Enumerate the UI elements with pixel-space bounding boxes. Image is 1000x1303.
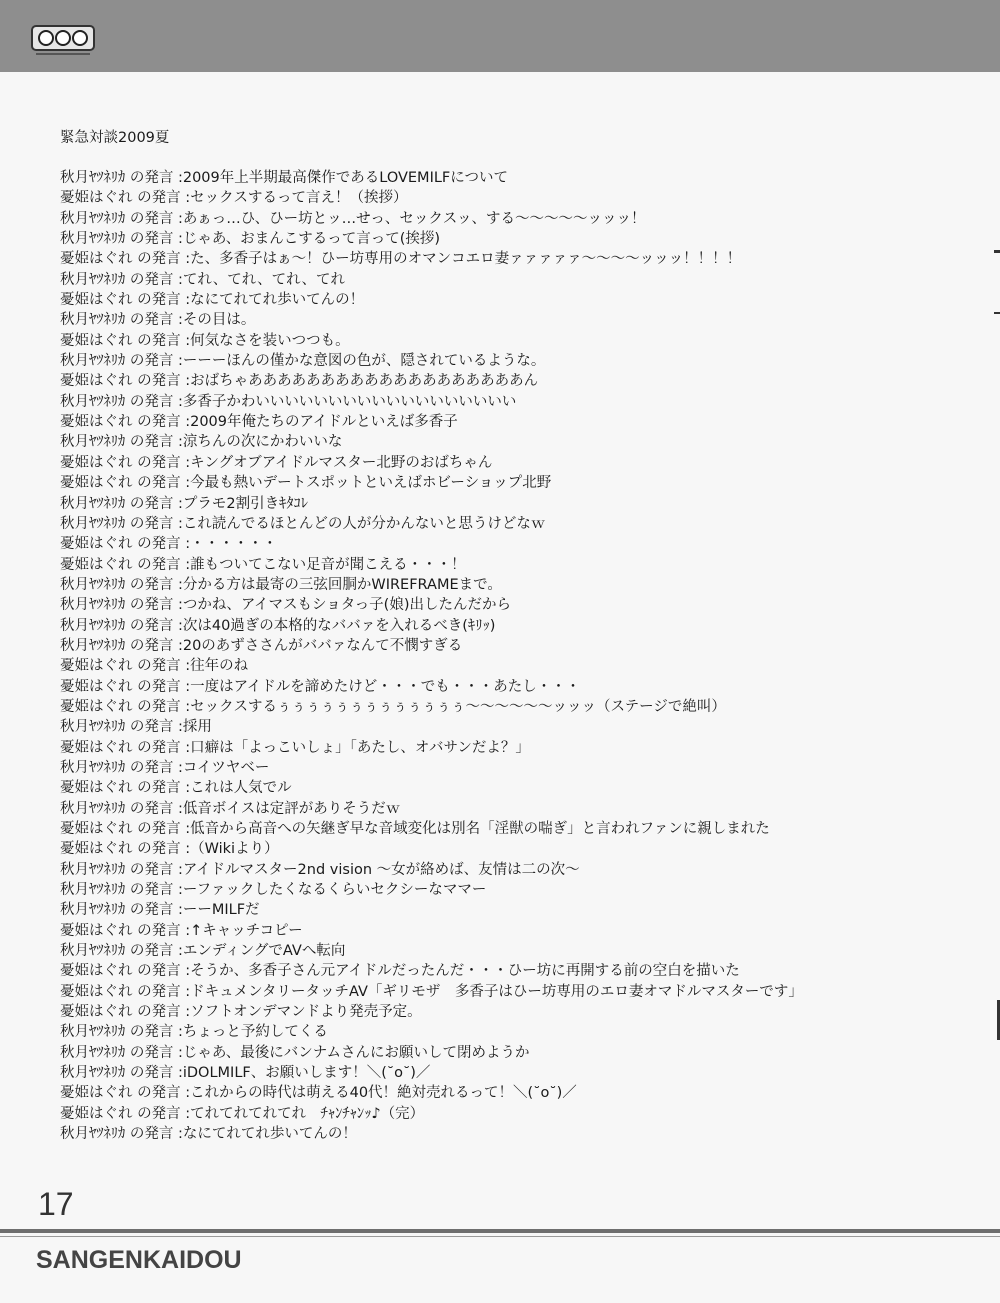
chat-line: 憂姫はぐれ の発言 :今最も熱いデートスポットといえばホビーショップ北野	[60, 475, 552, 492]
chat-log	[60, 168, 960, 1145]
chat-line: 秋月ﾔﾂﾈﾘｶ の発言 :なにてれてれ歩いてんの！	[60, 1126, 357, 1143]
chat-line: 憂姫はぐれ の発言 :低音から高音への矢継ぎ早な音域変化は別名「淫獣の喘ぎ」と言われファンに親しまれた	[60, 821, 770, 837]
chat-line: 秋月ﾔﾂﾈﾘｶ の発言 :エンディングでAVへ転向	[60, 943, 346, 960]
footer-divider-thin	[0, 1236, 1000, 1237]
chat-line: 憂姫はぐれ の発言 :口癖は「よっこいしょ」「あたし、オバサンだよ？」	[60, 739, 530, 756]
chat-line: 秋月ﾔﾂﾈﾘｶ の発言 :コイツヤベー	[60, 759, 270, 776]
chat-line: 秋月ﾔﾂﾈﾘｶ の発言 :2009年上半期最高傑作であるLOVEMILFについて	[60, 170, 508, 186]
chat-line: 憂姫はぐれ の発言 :てれてれてれてれ ﾁｬﾝﾁｬﾝｯ♪（完）	[60, 1105, 425, 1122]
chat-line: 秋月ﾔﾂﾈﾘｶ の発言 :じゃあ、おまんこするって言って(挨拶)	[60, 231, 441, 248]
chat-line: 憂姫はぐれ の発言 :これは人気でル	[60, 780, 292, 797]
page-number: 17	[38, 1186, 74, 1222]
edge-mark	[994, 250, 1000, 253]
chat-line: 憂姫はぐれ の発言 :2009年俺たちのアイドルといえば多香子	[60, 414, 458, 431]
chat-line: 秋月ﾔﾂﾈﾘｶ の発言 :次は40過ぎの本格的なババァを入れるべき(ｷﾘｯ)	[60, 617, 496, 634]
chat-line: 秋月ﾔﾂﾈﾘｶ の発言 :採用	[60, 719, 212, 736]
chat-line: 憂姫はぐれ の発言 :キングオブアイドルマスター北野のおばちゃん	[60, 454, 493, 471]
chat-line: 憂姫はぐれ の発言 :セックスするぅぅぅぅぅぅぅぅぅぅぅぅぅ〜〜〜〜〜〜ッッッ（ステージで絶叫）	[60, 698, 726, 715]
chat-line: 憂姫はぐれ の発言 :おばちゃあああああああああああああああああああん	[60, 373, 539, 390]
chat-line: 憂姫はぐれ の発言 :セックスするって言え！（挨拶）	[60, 190, 408, 207]
chat-line: 憂姫はぐれ の発言 :何気なさを装いつつも。	[60, 332, 350, 349]
chat-line: 秋月ﾔﾂﾈﾘｶ の発言 :あぁっ…ひ、ひー坊とッ…せっ、セックスッ、する〜〜〜〜〜ッッッ！	[60, 210, 646, 227]
edge-mark	[994, 312, 1000, 314]
chat-line: 秋月ﾔﾂﾈﾘｶ の発言 :iDOLMILF、お願いします！＼(˘o˘)／	[60, 1065, 431, 1082]
chat-line: 秋月ﾔﾂﾈﾘｶ の発言 :低音ボイスは定評がありそうだｗ	[60, 800, 401, 817]
chat-line: 憂姫はぐれ の発言 :これからの時代は萌える40代！絶対売れるって！＼(˘o˘)／	[60, 1085, 577, 1102]
chat-line: 憂姫はぐれ の発言 :ソフトオンデマンドより発売予定。	[60, 1004, 422, 1021]
footer-brand: SANGENKAIDOU	[36, 1246, 242, 1274]
header-bar	[0, 0, 1000, 72]
chat-line: 憂姫はぐれ の発言 :ドキュメンタリータッチAV「ギリモザ 多香子はひー坊専用のエロ妻オマドルマスターです」	[60, 983, 803, 1000]
chat-line: 秋月ﾔﾂﾈﾘｶ の発言 :アイドルマスター2nd vision 〜女が絡めば、友情は二の次〜	[60, 861, 580, 878]
chat-line: 秋月ﾔﾂﾈﾘｶ の発言 :これ読んでるほとんどの人が分かんないと思うけどなｗ	[60, 515, 546, 532]
chat-line: 憂姫はぐれ の発言 :誰もついてこない足音が聞こえる・・・！	[60, 556, 466, 573]
document-title: 緊急対談2009夏	[60, 130, 170, 146]
chat-line: 秋月ﾔﾂﾈﾘｶ の発言 :その目は。	[60, 312, 256, 329]
chat-line: 憂姫はぐれ の発言 :（Wikiより）	[60, 841, 279, 858]
chat-line: 秋月ﾔﾂﾈﾘｶ の発言 :じゃあ、最後にバンナムさんにお願いして閉めようか	[60, 1044, 530, 1061]
chat-line: 憂姫はぐれ の発言 :なにてれてれ歩いてんの！	[60, 292, 365, 309]
chat-line: 秋月ﾔﾂﾈﾘｶ の発言 :分かる方は最寄の三弦回胴かWIREFRAMEまで。	[60, 576, 502, 593]
chat-line: 秋月ﾔﾂﾈﾘｶ の発言 :つかね、アイマスもショタっ子(娘)出したんだから	[60, 597, 511, 614]
chat-line: 憂姫はぐれ の発言 :・・・・・・	[60, 536, 278, 553]
chat-line: 憂姫はぐれ の発言 :そうか、多香子さん元アイドルだったんだ・・・ひー坊に再開する前の空白を描いた	[60, 963, 740, 980]
chat-line: 秋月ﾔﾂﾈﾘｶ の発言 :涼ちんの次にかわいいな	[60, 434, 343, 451]
footer-divider	[0, 1229, 1000, 1233]
chat-line: 秋月ﾔﾂﾈﾘｶ の発言 :プラモ2割引きｷﾀｺﾚ	[60, 495, 309, 512]
chat-line: 秋月ﾔﾂﾈﾘｶ の発言 :多香子かわいいいいいいいいいいいいいいいいいい	[60, 393, 517, 410]
chat-line: 憂姫はぐれ の発言 :一度はアイドルを諦めたけど・・・でも・・・あたし・・・	[60, 678, 581, 695]
chat-line: 秋月ﾔﾂﾈﾘｶ の発言 :ーーーほんの僅かな意図の色が、隠されているような。	[60, 353, 546, 370]
chat-line: 秋月ﾔﾂﾈﾘｶ の発言 :ーーMILFだ	[60, 902, 260, 919]
chat-line: 秋月ﾔﾂﾈﾘｶ の発言 :ちょっと予約してくる	[60, 1024, 328, 1041]
chat-line: 秋月ﾔﾂﾈﾘｶ の発言 :てれ、てれ、てれ、てれ	[60, 271, 345, 288]
chat-line: 秋月ﾔﾂﾈﾘｶ の発言 :ーファックしたくなるくらいセクシーなママー	[60, 882, 487, 899]
three-circles-logo-icon	[30, 20, 100, 60]
chat-line: 憂姫はぐれ の発言 :↑キャッチコピー	[60, 922, 303, 939]
chat-line: 憂姫はぐれ の発言 :往年のね	[60, 658, 249, 675]
chat-line: 憂姫はぐれ の発言 :た、多香子はぁ〜！ひー坊専用のオマンコエロ妻ァァァァァ〜〜〜〜ッッッ！！！！	[60, 251, 742, 268]
chat-line: 秋月ﾔﾂﾈﾘｶ の発言 :20のあずささんがババァなんて不憫すぎる	[60, 637, 463, 654]
